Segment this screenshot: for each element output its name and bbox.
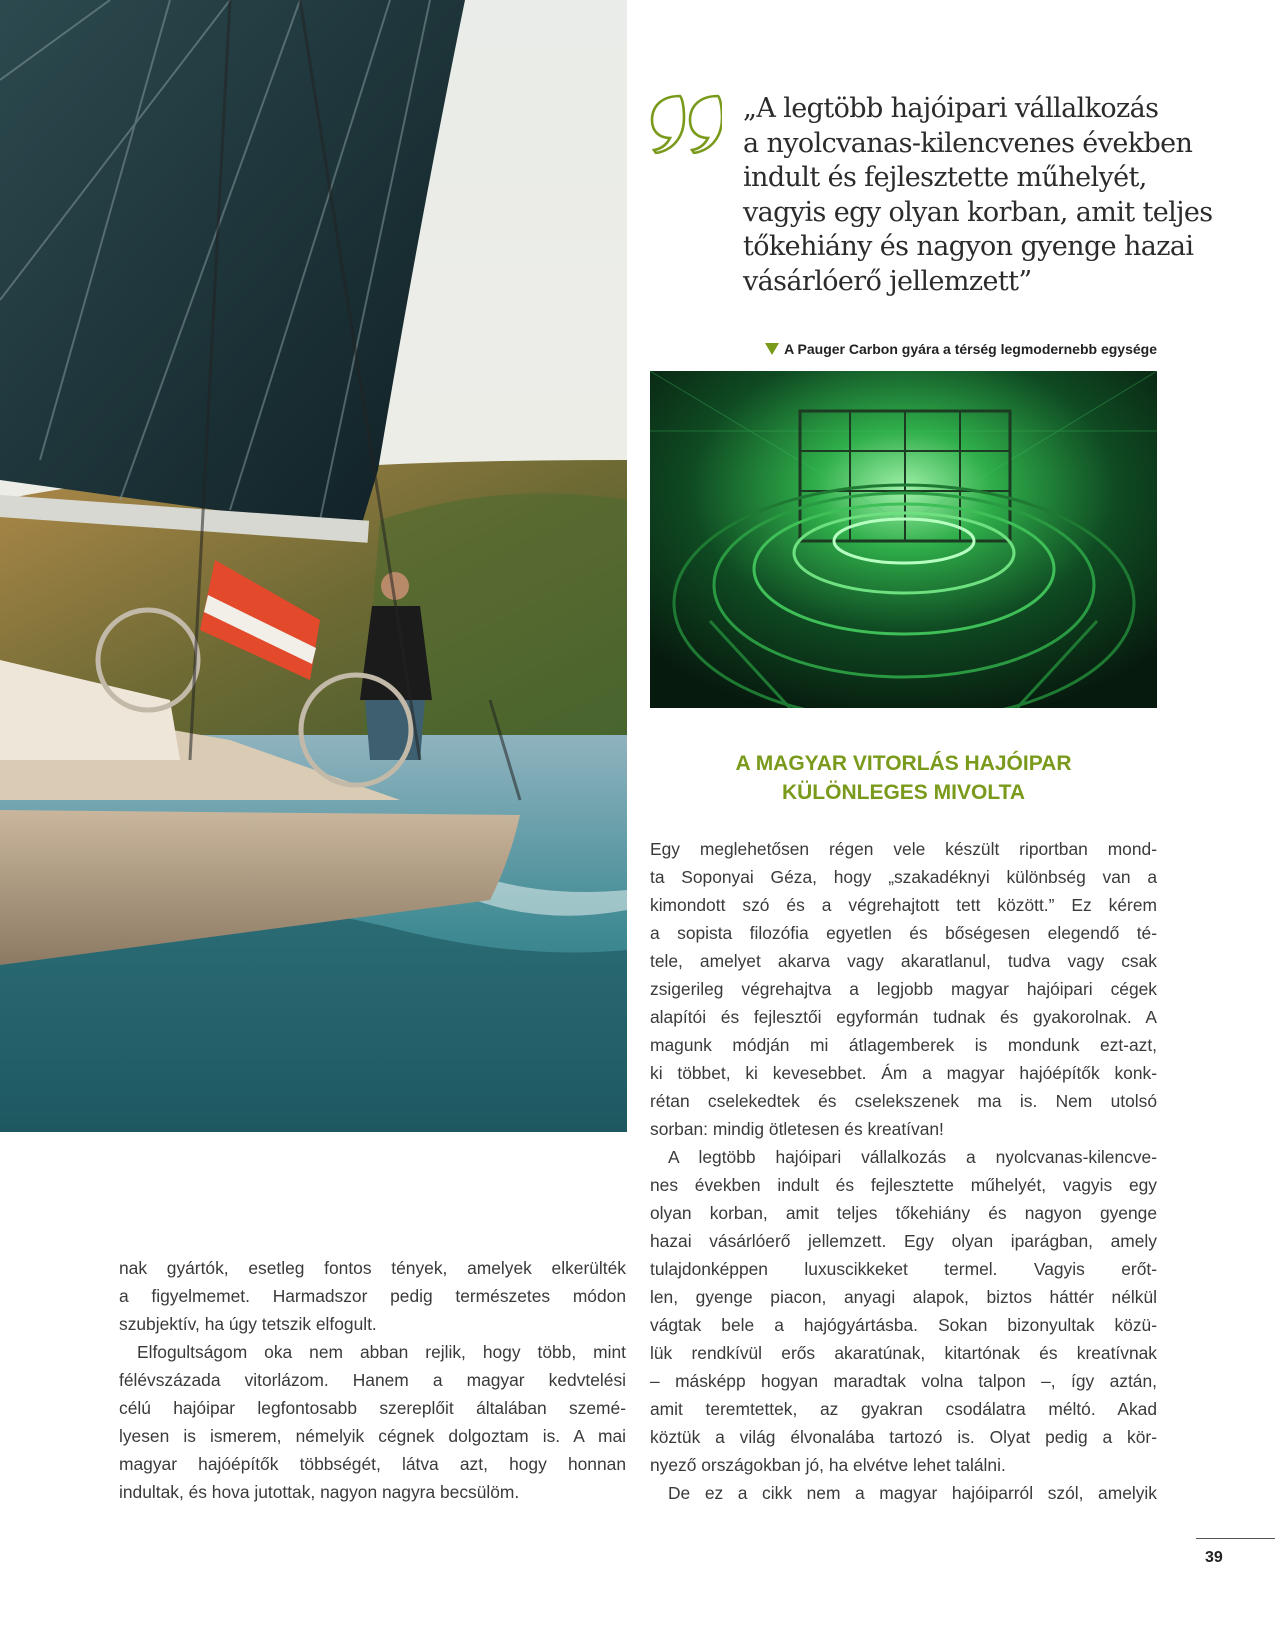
text-line: tulajdonképpen luxuscikkeket termel. Vagyis erőt- — [650, 1259, 1157, 1279]
text-line: magunk módján mi átlagemberek is mondunk ezt-azt, — [650, 1035, 1157, 1055]
text-line: zsigerileg végrehajtva a legjobb magyar hajóipari cégek — [650, 979, 1157, 999]
text-line: nyező országokban jó, ha elvétve lehet találni. — [650, 1455, 1006, 1475]
text-line: magyar hajóépítők többségét, látva azt, hogy honnan — [119, 1454, 626, 1474]
text-line: A legtöbb hajóipari vállalkozás a nyolcvanas-kilencve- — [668, 1147, 1157, 1167]
text-line: De ez a cikk nem a magyar hajóiparról szól, amelyik — [668, 1483, 1157, 1503]
caption-text: A Pauger Carbon gyára a térség legmodernebb egysége — [784, 341, 1157, 357]
text-line: – másképp hogyan maradtak volna talpon –, így aztán, — [650, 1371, 1157, 1391]
page-number: 39 — [1205, 1549, 1223, 1566]
text-line: a sopista filozófia egyetlen és bőségesen elegendő té- — [650, 923, 1157, 943]
text-line: köztük a világ élvonalába tartozó is. Olyat pedig a kör- — [650, 1427, 1157, 1447]
text-line: amit teremtettek, az gyakran csodálatra méltó. Akad — [650, 1399, 1157, 1419]
quote-line: „A legtöbb hajóipari vállalkozás — [743, 93, 1159, 124]
quote-line: vagyis egy olyan korban, amit teljes — [743, 196, 1213, 228]
text-line: nes években indult és fejlesztette műhelyét, vagyis egy — [650, 1175, 1157, 1195]
text-line: hazai vásárlóerő jellemzett. Egy olyan iparágban, amely — [650, 1231, 1157, 1251]
text-line: ki többet, ki kevesebbet. Ám a magyar hajóépítők konk- — [650, 1063, 1157, 1083]
text-line: tele, amelyet akarva vagy akaratlanul, tudva vagy csak — [650, 951, 1157, 971]
text-line: lyesen is ismerem, némelyik cégnek dolgoztam is. A mai — [119, 1426, 626, 1446]
quote-mark-icon — [650, 92, 722, 154]
text-line: olyan korban, amit teljes tőkehiány és nagyon gyenge — [650, 1203, 1157, 1223]
factory-photo — [650, 371, 1157, 708]
text-line: sorban: mindig ötletesen és kreatívan! — [650, 1119, 944, 1139]
text-line: ta Soponyai Géza, hogy „szakadéknyi különbség van a — [650, 867, 1157, 887]
photo-caption — [765, 341, 1157, 357]
text-line: Egy meglehetősen régen vele készült riportban mond- — [650, 839, 1157, 859]
text-line: célú hajóipar legfontosabb szereplőit általában szemé- — [119, 1398, 626, 1418]
text-line: nak gyártók, esetleg fontos tények, amelyek elkerülték — [119, 1258, 626, 1278]
heading-line: KÜLÖNLEGES MIVOLTA — [781, 781, 1026, 804]
quote-line: vásárlóerő jellemzett” — [743, 265, 1032, 297]
text-line: szubjektív, ha úgy tetszik elfogult. — [119, 1314, 377, 1334]
text-line: a figyelmemet. Harmadszor pedig természetes módon — [119, 1286, 626, 1306]
text-line: félévszázada vitorlázom. Hanem a magyar kedvtelési — [119, 1370, 626, 1390]
pull-quote — [743, 92, 1213, 299]
page-number-rule — [1196, 1538, 1275, 1539]
body-column-left — [119, 1254, 626, 1506]
heading-line: A MAGYAR VITORLÁS HAJÓIPAR — [735, 752, 1072, 775]
text-line: kimondott szó és a végrehajtott tett között.” Ez kérem — [650, 895, 1157, 915]
quote-line: a nyolcvanas-kilencvenes években — [743, 127, 1193, 159]
triangle-down-icon — [765, 343, 779, 355]
body-column-right — [650, 835, 1157, 1507]
text-line: len, gyenge piacon, anyagi alapok, biztos háttér nélkül — [650, 1287, 1157, 1307]
quote-line: tőkehiány és nagyon gyenge hazai — [743, 231, 1194, 262]
text-line: rétan cselekedtek és cselekszenek ma is. Nem utolsó — [650, 1091, 1157, 1111]
sailing-photo — [0, 0, 627, 1132]
text-line: vágtak bele a hajógyártásba. Sokan bizonyultak közü- — [650, 1315, 1157, 1335]
text-line: indultak, és hova jutottak, nagyon nagyra becsülöm. — [119, 1482, 520, 1502]
text-line: alapítói és fejlesztői egyformán tudnak és gyakorolnak. A — [650, 1007, 1157, 1027]
section-heading — [650, 749, 1157, 807]
quote-line: indult és fejlesztette műhelyét, — [743, 162, 1147, 193]
text-line: lük rendkívül erős akaratúnak, kitartónak és kreatívnak — [650, 1343, 1157, 1363]
text-line: Elfogultságom oka nem abban rejlik, hogy több, mint — [137, 1342, 626, 1362]
